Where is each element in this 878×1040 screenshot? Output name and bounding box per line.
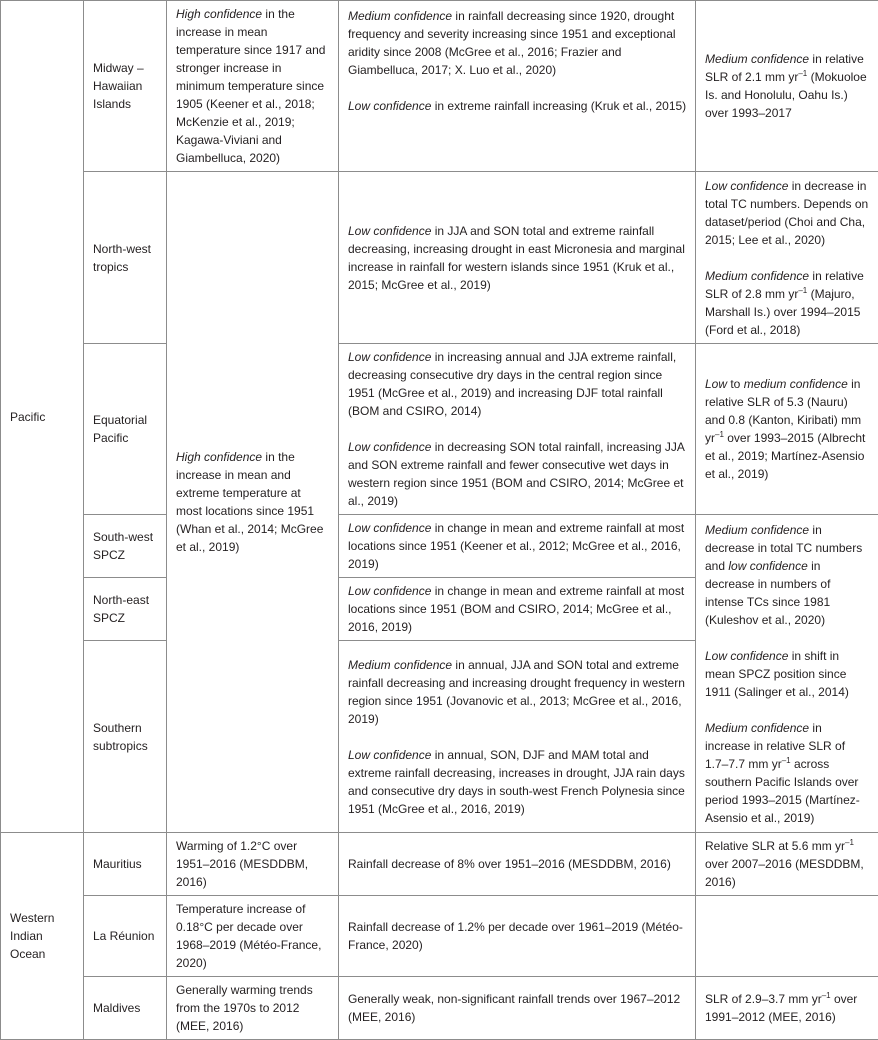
- cell-paragraph: [348, 990, 687, 1026]
- rainfall-cell: [339, 641, 696, 833]
- temperature-cell: [167, 896, 339, 977]
- cell-text: over 1991–2012 (MEE, 2016): [705, 992, 857, 1024]
- cell-text: in JJA and SON total and extreme rainfall decreasing, increasing drought in east Micronesia and marginal increase in rainfall for western islands since 1951 (Kruk et al., 2015; McGree et al., 2019): [348, 224, 685, 292]
- cell-paragraph: [348, 582, 687, 636]
- confidence-term: Medium confidence: [705, 523, 809, 537]
- subregion-cell: Mauritius: [84, 833, 167, 896]
- confidence-term: medium confidence: [744, 377, 848, 391]
- temperature-cell: [167, 977, 339, 1040]
- temperature-cell: [167, 1, 339, 172]
- confidence-term: Low confidence: [348, 521, 431, 535]
- cell-paragraph: [348, 222, 687, 294]
- region-cell: Pacific: [1, 1, 84, 833]
- confidence-term: Medium confidence: [705, 721, 809, 735]
- cell-paragraph: [705, 267, 870, 339]
- cell-text: in decreasing SON total rainfall, increasing JJA and SON extreme rainfall and fewer consecutive wet days in western region since 1951 (BOM and CSIRO, 2014; McGree et al., 2019): [348, 440, 684, 508]
- sea-level-tc-cell: [696, 896, 878, 977]
- subregion-cell: Equatorial Pacific: [84, 344, 167, 515]
- cell-text: Temperature increase of 0.18°C per decade over 1968–2019 (Météo-France, 2020): [176, 902, 321, 970]
- confidence-term: Medium confidence: [705, 269, 809, 283]
- cell-text: Warming of 1.2°C over 1951–2016 (MESDDBM, 2016): [176, 839, 308, 889]
- cell-paragraph: [348, 519, 687, 573]
- cell-text: in annual, JJA and SON total and extreme rainfall decreasing and increasing drought frequency in western region since 1951 (Jovanovic et al., 2013; McGree et al., 2016, 2019): [348, 658, 685, 726]
- sea-level-tc-cell: [696, 515, 878, 833]
- cell-paragraph: [348, 97, 687, 115]
- rainfall-cell: [339, 344, 696, 515]
- cell-paragraph: [348, 7, 687, 79]
- cell-text: in extreme rainfall increasing (Kruk et al., 2015): [431, 99, 686, 113]
- rainfall-cell: [339, 1, 696, 172]
- cell-text: in annual, SON, DJF and MAM total and extreme rainfall decreasing, increases in drought, JJA rain days and consecutive dry days in south-west French Polynesia since 1951 (McGree et al., 2016, 2019): [348, 748, 685, 816]
- sea-level-tc-cell: [696, 833, 878, 896]
- subregion-cell: Southern subtropics: [84, 641, 167, 833]
- confidence-term: Low: [705, 377, 727, 391]
- cell-paragraph: [705, 50, 870, 122]
- cell-text: in increasing annual and JJA extreme rainfall, decreasing consecutive dry days in the central region since 1951 (McGree et al., 2019) and increasing DJF total rainfall (BOM and CSIRO, 2014): [348, 350, 676, 418]
- cell-text: in relative SLR of 5.3 (Nauru) and 0.8 (Kanton, Kiribati) mm yr: [705, 377, 861, 445]
- temperature-cell: [167, 833, 339, 896]
- confidence-term: Medium confidence: [348, 658, 452, 672]
- cell-text: in relative SLR of 2.8 mm yr: [705, 269, 864, 301]
- subregion-cell: North-east SPCZ: [84, 578, 167, 641]
- cell-text: over 1993–2015 (Albrecht et al., 2019; Martínez-Asensio et al., 2019): [705, 431, 865, 481]
- cell-text: SLR of 2.9–3.7 mm yr: [705, 992, 822, 1006]
- cell-text: in decrease in total TC numbers and: [705, 523, 862, 573]
- cell-text: in increase in relative SLR of 1.7–7.7 mm yr: [705, 721, 845, 771]
- sea-level-tc-cell: [696, 977, 878, 1040]
- cell-text: in relative SLR of 2.1 mm yr: [705, 52, 864, 84]
- cell-text: across southern Pacific Islands over period 1993–2015 (Martínez-Asensio et al., 2019): [705, 757, 860, 825]
- cell-text: Rainfall decrease of 1.2% per decade over 1961–2019 (Météo-France, 2020): [348, 920, 683, 952]
- region-cell: Western Indian Ocean: [1, 833, 84, 1040]
- confidence-term: low confidence: [728, 559, 807, 573]
- unit-exponent: –1: [845, 838, 854, 847]
- confidence-term: Low confidence: [348, 224, 431, 238]
- rainfall-cell: [339, 896, 696, 977]
- cell-text: Generally warming trends from the 1970s to 2012 (MEE, 2016): [176, 983, 313, 1033]
- cell-text: in rainfall decreasing since 1920, drought frequency and severity increasing since 1951 and exceptional aridity since 2008 (McGree et al., 2016; Frazier and Giambelluca, 2017; X. Luo et al., 2020): [348, 9, 676, 77]
- confidence-term: Low confidence: [348, 99, 431, 113]
- confidence-term: Medium confidence: [705, 52, 809, 66]
- unit-exponent: –1: [798, 286, 807, 295]
- cell-paragraph: [348, 656, 687, 728]
- subregion-cell: Maldives: [84, 977, 167, 1040]
- confidence-term: Low confidence: [348, 584, 431, 598]
- cell-paragraph: [705, 647, 870, 701]
- rainfall-cell: [339, 833, 696, 896]
- cell-text: in change in mean and extreme rainfall at most locations since 1951 (Keener et al., 2012; McGree et al., 2016, 2019): [348, 521, 684, 571]
- subregion-cell: South-west SPCZ: [84, 515, 167, 578]
- confidence-term: High confidence: [176, 450, 262, 464]
- confidence-term: Low confidence: [348, 350, 431, 364]
- sea-level-tc-cell: [696, 344, 878, 515]
- cell-paragraph: [705, 521, 870, 629]
- cell-paragraph: [348, 438, 687, 510]
- cell-text: (Majuro, Marshall Is.) over 1994–2015 (Ford et al., 2018): [705, 287, 860, 337]
- cell-paragraph: [705, 375, 870, 483]
- cell-text: Generally weak, non-significant rainfall trends over 1967–2012 (MEE, 2016): [348, 992, 680, 1024]
- cell-text: in the increase in mean and extreme temperature at most locations since 1951 (Whan et al., 2014; McGree et al., 2019): [176, 450, 323, 554]
- cell-paragraph: [348, 348, 687, 420]
- subregion-cell: Midway – Hawaiian Islands: [84, 1, 167, 172]
- cell-text: in the increase in mean temperature since 1917 and stronger increase in minimum temperature since 1905 (Keener et al., 2018; McKenzie et al., 2019; Kagawa-Viviani and Giambelluca, 2020): [176, 7, 325, 165]
- cell-text: (Mokuoloe Is. and Honolulu, Oahu Is.) over 1993–2017: [705, 70, 867, 120]
- rainfall-cell: [339, 977, 696, 1040]
- confidence-term: Medium confidence: [348, 9, 452, 23]
- unit-exponent: –1: [822, 991, 831, 1000]
- cell-text: over 2007–2016 (MESDDBM, 2016): [705, 857, 864, 889]
- cell-text: Relative SLR at 5.6 mm yr: [705, 839, 845, 853]
- cell-paragraph: [348, 918, 687, 954]
- cell-paragraph: [348, 746, 687, 818]
- cell-paragraph: [705, 719, 870, 827]
- rainfall-cell: [339, 172, 696, 344]
- cell-text: in decrease in total TC numbers. Depends on dataset/period (Choi and Cha, 2015; Lee et al., 2020): [705, 179, 868, 247]
- cell-paragraph: [348, 855, 687, 873]
- confidence-term: Low confidence: [705, 649, 788, 663]
- confidence-term: Low confidence: [705, 179, 788, 193]
- rainfall-cell: [339, 578, 696, 641]
- unit-exponent: –1: [798, 69, 807, 78]
- sea-level-tc-cell: [696, 1, 878, 172]
- confidence-term: Low confidence: [348, 748, 431, 762]
- rainfall-cell: [339, 515, 696, 578]
- confidence-term: Low confidence: [348, 440, 431, 454]
- cell-text: in decrease in numbers of intense TCs since 1981 (Kuleshov et al., 2020): [705, 559, 830, 627]
- cell-paragraph: [705, 837, 870, 891]
- unit-exponent: –1: [715, 430, 724, 439]
- cell-text: in shift in mean SPCZ position since 1911 (Salinger et al., 2014): [705, 649, 849, 699]
- cell-text: in change in mean and extreme rainfall at most locations since 1951 (BOM and CSIRO, 2014; McGree et al., 2016, 2019): [348, 584, 684, 634]
- confidence-term: High confidence: [176, 7, 262, 21]
- subregion-cell: La Réunion: [84, 896, 167, 977]
- cell-text: Rainfall decrease of 8% over 1951–2016 (MESDDBM, 2016): [348, 857, 671, 871]
- subregion-cell: North-west tropics: [84, 172, 167, 344]
- unit-exponent: –1: [782, 756, 791, 765]
- temperature-cell: [167, 172, 339, 833]
- cell-paragraph: [705, 177, 870, 249]
- cell-text: to: [727, 377, 744, 391]
- cell-paragraph: [705, 990, 870, 1026]
- sea-level-tc-cell: [696, 172, 878, 344]
